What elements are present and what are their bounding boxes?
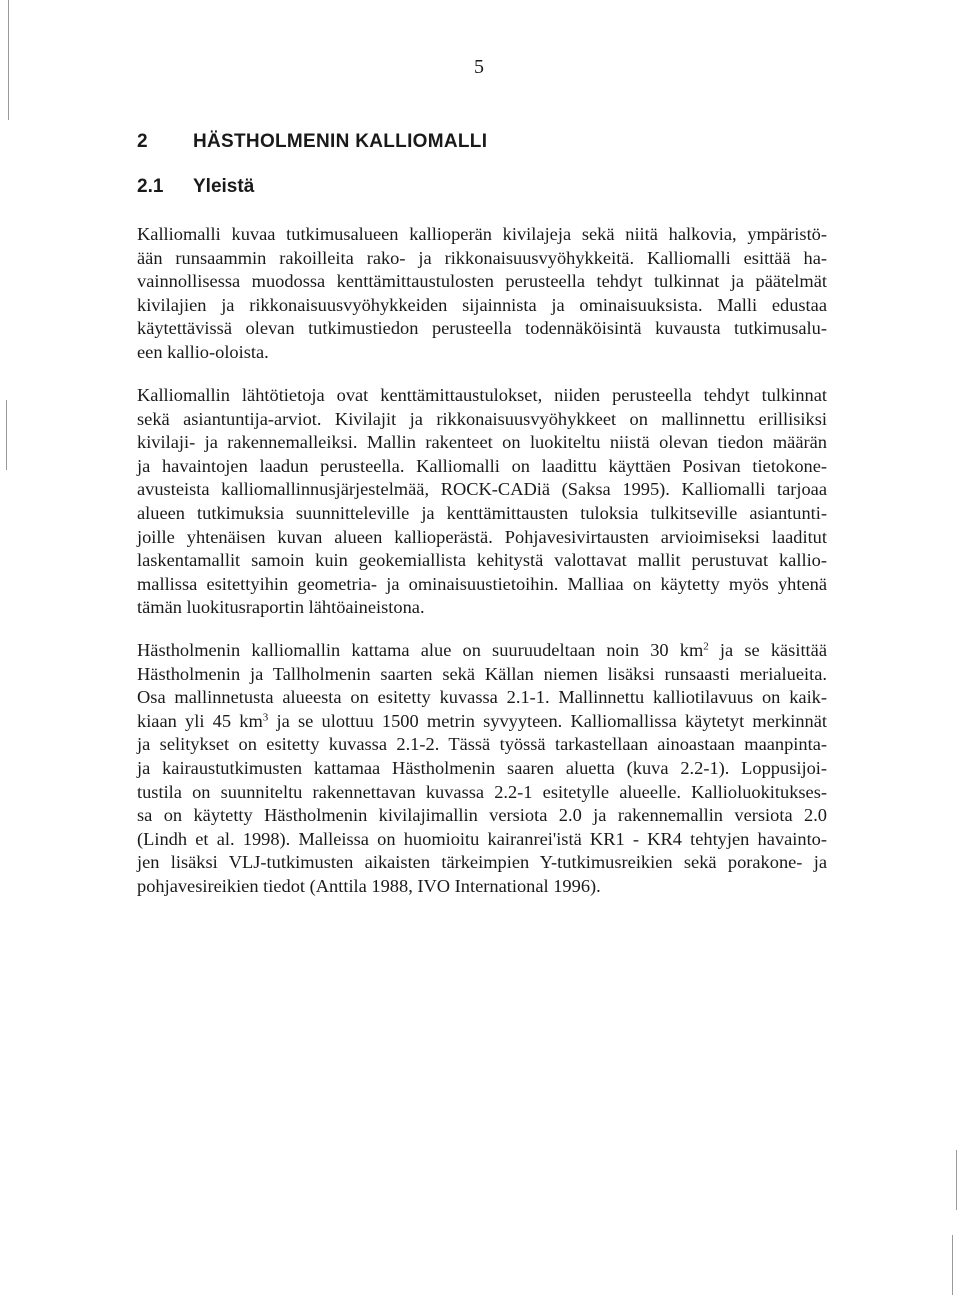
paragraph-line: käytettävissä olevan tutkimustiedon perusteella todennäköisintä kuvausta tutkimusalu-: [137, 318, 827, 339]
chapter-title: HÄSTHOLMENIN KALLIOMALLI: [193, 131, 488, 152]
paragraph-line: Kalliomallin lähtötietoja ovat kenttämittaustulokset, niiden perusteella tehdyt tulkinnat: [137, 385, 827, 405]
paragraph-line: [137, 639, 827, 663]
paragraph-line: avusteista kalliomallinnusjärjestelmää, ROCK-CADiä (Saksa 1995). Kalliomalli tarjoaa: [137, 479, 827, 500]
paragraph-line: (Lindh et al. 1998). Malleissa on huomioitu kairanrei'istä KR1 - KR4 tehtyjen havainto-: [137, 828, 827, 849]
chapter-heading: [137, 131, 487, 153]
paragraph-line: tustila on suunniteltu rakennettavan kuvassa 2.2-1 esitetylle alueelle. Kallioluokitukses-: [137, 781, 827, 802]
paragraph-line: mallissa esitettyihin geometria- ja ominaisuustietoihin. Malliaa on käytetty myös yhtenä: [137, 573, 827, 594]
paragraph-line: een kallio-oloista.: [137, 341, 269, 362]
paragraph-line: kivilaji- ja rakennemalleiksi. Mallin rakenteet on luokiteltu niistä olevan tiedon määrän: [137, 432, 827, 453]
paragraph-line: joille yhtenäisen kuvan alueen kallioperästä. Pohjavesivirtausten arvioimiseksi laaditut: [137, 526, 827, 547]
scan-artifact-right-bottom-2: [952, 1235, 953, 1295]
paragraph-line: ja selitykset on esitetty kuvassa 2.1-2. Tässä työssä tarkastellaan ainoastaan maanpinta-: [137, 734, 827, 755]
paragraph-line: alueen tutkimuksia suunnitteleville ja kenttämittausten tuloksia tulkitseville asiantunti-: [137, 502, 827, 523]
scan-artifact-right-bottom: [956, 1150, 957, 1210]
paragraph-line: ään runsaammin rakoilleita rako- ja rikkonaisuusvyöhykkeitä. Kalliomalli esittää ha-: [137, 247, 827, 268]
line-text: kiaan yli 45 km: [137, 710, 263, 731]
section-heading: [137, 176, 254, 198]
paragraph-line: ja kairaustutkimusten kattamaa Hästholmenin saaren aluetta (kuva 2.2-1). Loppusijoi-: [137, 757, 827, 778]
paragraph-line: vainnollisessa muodossa kenttämittaustulosten perusteella tehdyt tulkinnat ja päätelmät: [137, 271, 827, 292]
section-title: Yleistä: [193, 176, 255, 197]
paragraph-3: [137, 639, 827, 899]
paragraph-1: [137, 223, 827, 365]
paragraph-line: tämän luokitusraportin lähtöaineistona.: [137, 597, 425, 618]
paragraph-line: sekä asiantuntija-arviot. Kivilajit ja rikkonaisuusvyöhykkeet on mallinnettu erillisiksi: [137, 408, 827, 429]
paragraph-line: [137, 710, 827, 734]
line-text: Hästholmenin kalliomallin kattama alue on suuruudeltaan noin 30 km: [137, 640, 704, 660]
scan-artifact-left-top: [8, 0, 9, 120]
paragraph-line: Osa mallinnetusta alueesta on esitetty kuvassa 2.1-1. Mallinnettu kalliotilavuus on kaik-: [137, 687, 827, 708]
chapter-number: 2: [137, 131, 148, 152]
line-text: ja se käsittää: [708, 640, 827, 660]
paragraph-line: sa on käytetty Hästholmenin kivilajimallin versiota 2.0 ja rakennemallin versiota 2.0: [137, 805, 827, 826]
page-number: 5: [474, 56, 484, 78]
paragraph-line: kivilajien ja rikkonaisuusvyöhykkeiden sijainnista ja ominaisuuksista. Malli edustaa: [137, 294, 827, 315]
paragraph-line: laskentamallit samoin kuin geokemiallista kehitystä valottavat mallit perustuvat kallio-: [137, 550, 827, 571]
paragraph-line: ja havaintojen laadun perusteella. Kalliomalli on laadittu käyttäen Posivan tietokone-: [137, 455, 827, 476]
paragraph-line: Kalliomalli kuvaa tutkimusalueen kallioperän kivilajeja sekä niitä halkovia, ympäristö-: [137, 224, 827, 244]
superscript: 3: [262, 711, 269, 724]
superscript: 2: [703, 640, 709, 653]
paragraph-2: [137, 384, 827, 620]
section-number: 2.1: [137, 176, 164, 197]
paragraph-line: Hästholmenin ja Tallholmenin saarten sekä Källan niemen lisäksi runsaasti merialueita.: [137, 663, 827, 684]
paragraph-line: jen lisäksi VLJ-tutkimusten aikaisten tärkeimpien Y-tutkimusreikien sekä porakone- ja: [137, 852, 827, 873]
line-text: ja se ulottuu 1500 metrin syvyyteen. Kalliomallissa käytetyt merkinnät: [268, 710, 827, 731]
paragraph-line: pohjavesireikien tiedot (Anttila 1988, IVO International 1996).: [137, 875, 601, 896]
scan-artifact-left-middle: [6, 400, 7, 470]
